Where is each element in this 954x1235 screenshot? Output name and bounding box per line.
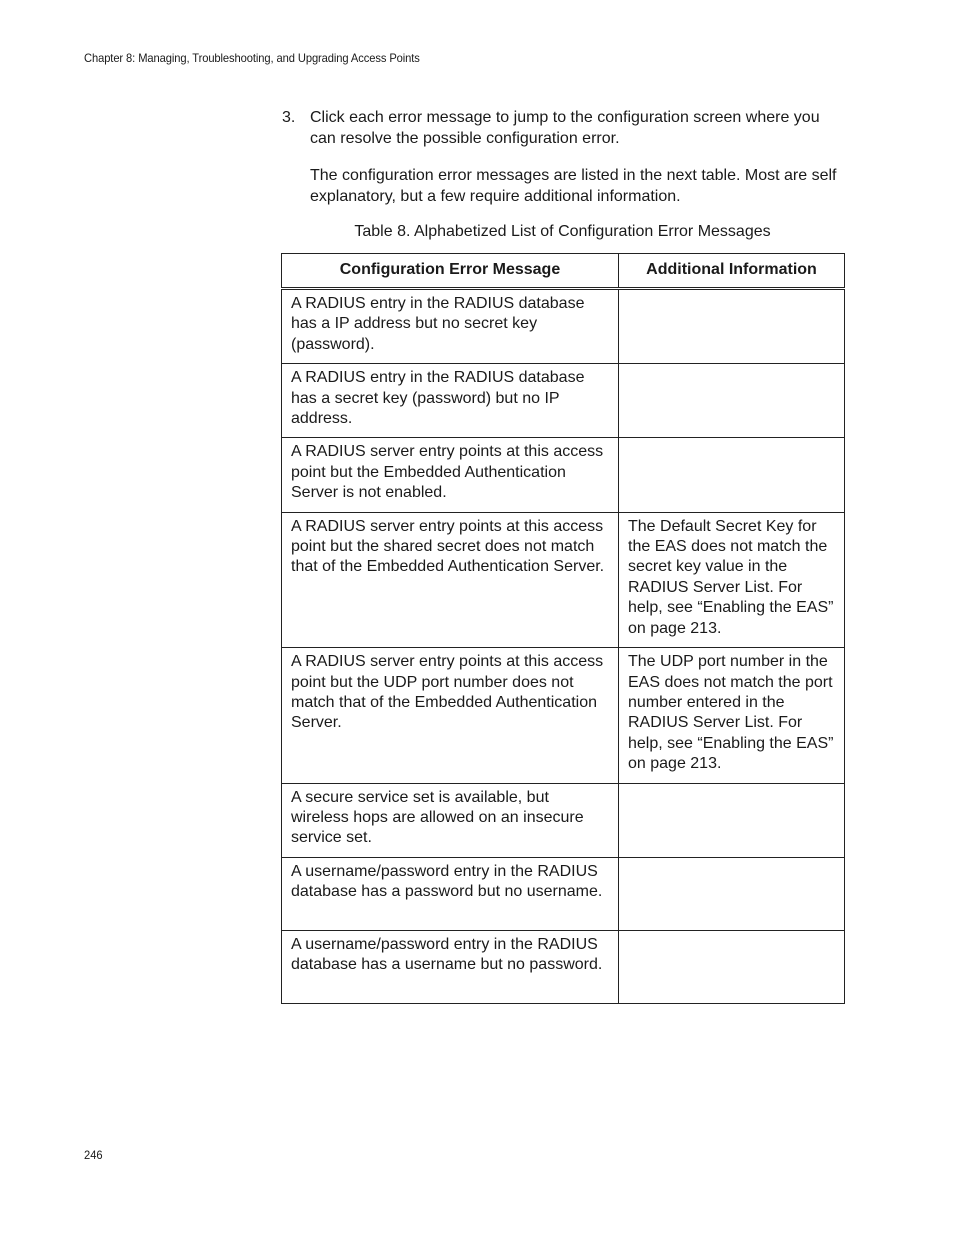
error-message-cell: A RADIUS server entry points at this access point but the UDP port number does not match that of the Embedded Authentication Server. [282, 648, 619, 783]
additional-info-cell [619, 783, 845, 857]
error-message-cell: A RADIUS entry in the RADIUS database has a IP address but no secret key (password). [282, 289, 619, 364]
error-message-cell: A username/password entry in the RADIUS database has a password but no username. [282, 857, 619, 930]
running-header: Chapter 8: Managing, Troubleshooting, and Upgrading Access Points [84, 51, 420, 65]
error-message-cell: A secure service set is available, but wireless hops are allowed on an insecure service set. [282, 783, 619, 857]
column-header-info: Additional Information [619, 254, 845, 289]
additional-info-cell [619, 364, 845, 438]
column-header-message: Configuration Error Message [282, 254, 619, 289]
step-note: The configuration error messages are listed in the next table. Most are self explanatory, but a few require additional information. [310, 167, 837, 205]
additional-info-cell [619, 289, 845, 364]
additional-info-cell: The Default Secret Key for the EAS does not match the secret key value in the RADIUS Server List. For help, see “Enabling the EAS” on page 213. [619, 512, 845, 647]
additional-info-cell: The UDP port number in the EAS does not match the port number entered in the RADIUS Server List. For help, see “Enabling the EAS” on page 213. [619, 648, 845, 783]
step-number: 3. [282, 109, 296, 126]
error-message-cell: A RADIUS entry in the RADIUS database has a secret key (password) but no IP address. [282, 364, 619, 438]
additional-info-cell [619, 930, 845, 1003]
table-caption: Table 8. Alphabetized List of Configuration Error Messages [354, 223, 771, 240]
table-row [282, 364, 845, 438]
error-message-cell: A RADIUS server entry points at this access point but the Embedded Authentication Server is not enabled. [282, 438, 619, 512]
page-number: 246 [84, 1148, 103, 1162]
config-error-table [281, 253, 845, 1004]
table-row [282, 438, 845, 512]
table-row [282, 512, 845, 647]
error-message-cell: A username/password entry in the RADIUS database has a username but no password. [282, 930, 619, 1003]
table-row [282, 783, 845, 857]
table-row [282, 289, 845, 364]
table-row [282, 648, 845, 783]
step-text: Click each error message to jump to the configuration screen where you can resolve the possible configuration error. [310, 109, 820, 147]
table-row [282, 930, 845, 1003]
additional-info-cell [619, 438, 845, 512]
table-row [282, 857, 845, 930]
additional-info-cell [619, 857, 845, 930]
error-message-cell: A RADIUS server entry points at this access point but the shared secret does not match that of the Embedded Authentication Server. [282, 512, 619, 647]
table-header-row [282, 254, 845, 289]
